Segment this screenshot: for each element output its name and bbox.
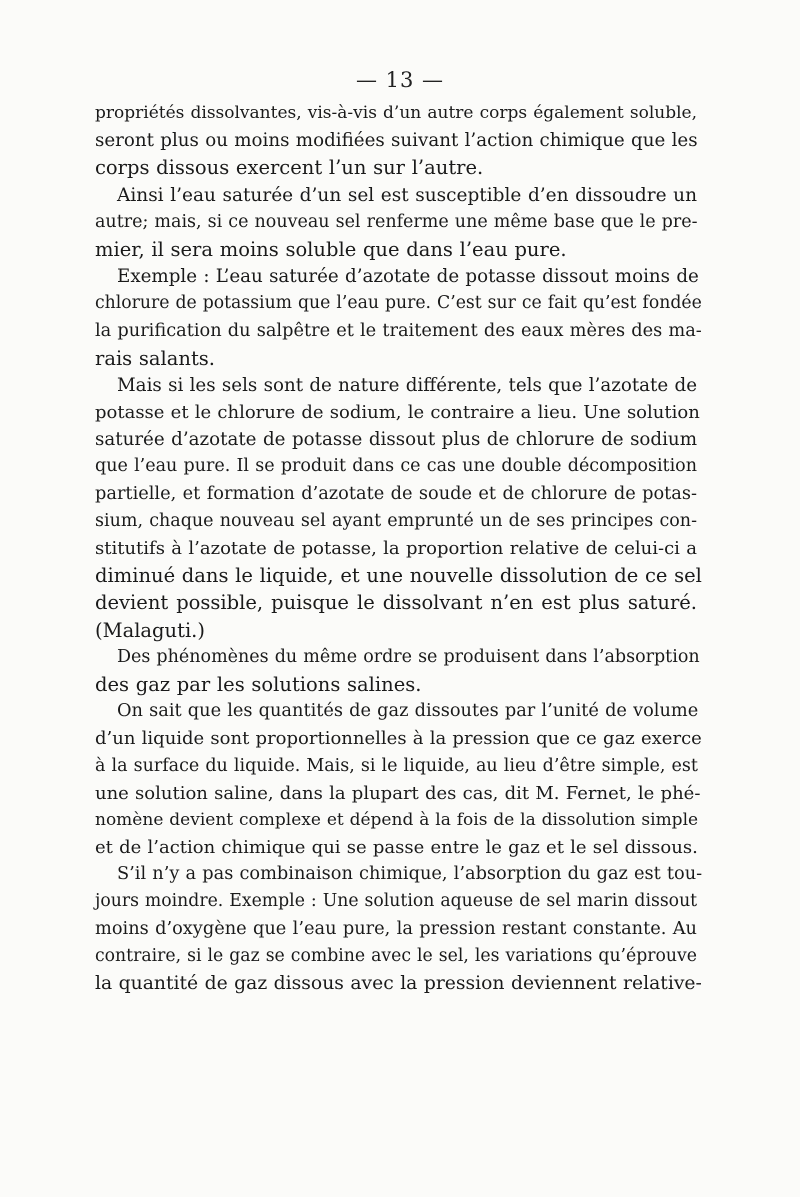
text-line: autre; mais, si ce nouveau sel renferme une même base que le pre-: [95, 211, 698, 232]
text-line: Des phénomènes du même ordre se produisent dans l’absorption: [117, 646, 700, 667]
text-line: corps dissous exercent l’un sur l’autre.: [95, 156, 484, 180]
text-line: sium, chaque nouveau sel ayant emprunté un de ses principes con-: [95, 510, 697, 531]
text-line: seront plus ou moins modifiées suivant l’action chimique que les: [95, 130, 698, 152]
text-line: la quantité de gaz dissous avec la pression deviennent relative-: [95, 973, 702, 994]
text-line: la purification du salpêtre et le traitement des eaux mères des ma-: [95, 320, 702, 341]
text-line: S’il n’y a pas combinaison chimique, l’absorption du gaz est tou-: [117, 864, 703, 885]
text-line: chlorure de potassium que l’eau pure. C’est sur ce fait qu’est fondée: [95, 293, 702, 314]
text-line: stitutifs à l’azotate de potasse, la proportion relative de celui-ci a: [95, 538, 697, 559]
text-line: nomène devient complexe et dépend à la fois de la dissolution simple: [95, 809, 699, 830]
text-line: rais salants.: [95, 346, 215, 370]
page-number: — 13 —: [355, 68, 445, 92]
text-line: à la surface du liquide. Mais, si le liquide, au lieu d’être simple, est: [95, 755, 698, 776]
text-line: propriétés dissolvantes, vis-à-vis d’un autre corps également soluble,: [95, 103, 697, 123]
text-line: moins d’oxygène que l’eau pure, la pression restant constante. Au: [95, 918, 697, 939]
text-line: que l’eau pure. Il se produit dans ce cas une double décomposition: [95, 456, 697, 477]
text-line: devient possible, puisque le dissolvant n’en est plus saturé.: [95, 591, 697, 615]
text-line: contraire, si le gaz se combine avec le sel, les variations qu’éprouve: [95, 945, 697, 966]
text-line: partielle, et formation d’azotate de soude et de chlorure de potas-: [95, 483, 697, 504]
text-line: jours moindre. Exemple : Une solution aqueuse de sel marin dissout: [95, 891, 698, 912]
body-text: [95, 100, 703, 997]
text-line: Ainsi l’eau saturée d’un sel est susceptible d’en dissoudre un: [117, 184, 697, 206]
text-line: mier, il sera moins soluble que dans l’eau pure.: [95, 237, 567, 261]
text-line: d’un liquide sont proportionnelles à la pression que ce gaz exerce: [95, 728, 702, 750]
text-line: diminué dans le liquide, et une nouvelle dissolution de ce sel: [95, 564, 702, 588]
text-line: saturée d’azotate de potasse dissout plus de chlorure de sodium: [95, 429, 697, 451]
text-line: une solution saline, dans la plupart des cas, dit M. Fernet, le phé-: [95, 782, 701, 804]
text-line: Exemple : L’eau saturée d’azotate de potasse dissout moins de: [117, 266, 699, 288]
text-line: des gaz par les solutions salines.: [95, 672, 422, 696]
text-line: On sait que les quantités de gaz dissoutes par l’unité de volume: [117, 701, 699, 722]
text-line: Mais si les sels sont de nature différente, tels que l’azotate de: [117, 374, 697, 396]
text-line: et de l’action chimique qui se passe entre le gaz et le sel dissous.: [95, 837, 698, 859]
text-line: potasse et le chlorure de sodium, le contraire a lieu. Une solution: [95, 402, 700, 424]
text-line: (Malaguti.): [95, 618, 205, 642]
